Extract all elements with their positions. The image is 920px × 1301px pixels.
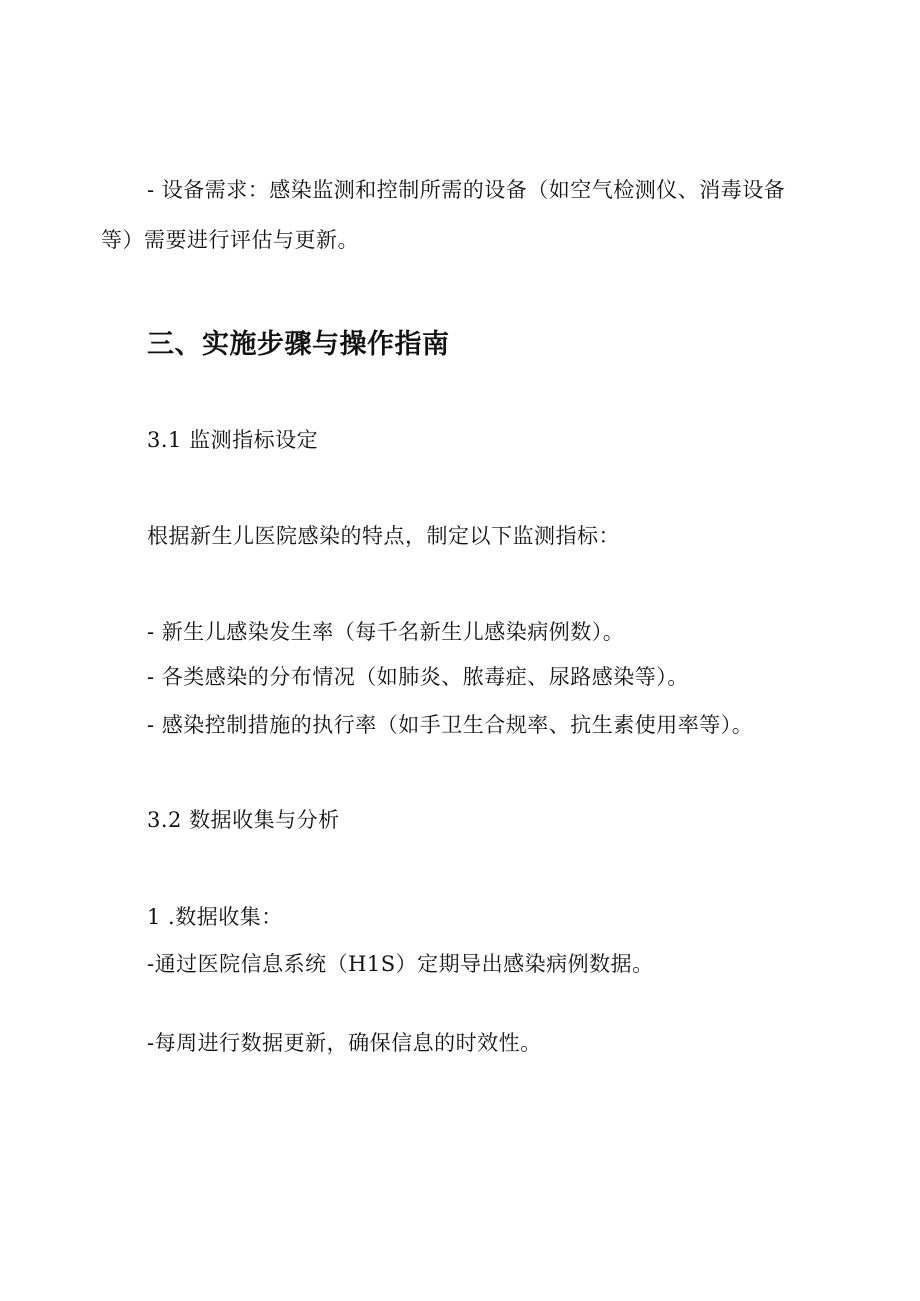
- subsection-3-1-heading: 3.1 监测指标设定: [147, 428, 319, 452]
- data-collection-step-title: 1 .数据收集：: [147, 905, 283, 929]
- indicator-item: - 感染控制措施的执行率（如手卫生合规率、抗生素使用率等）。: [147, 713, 754, 737]
- equipment-requirement-line-2: 等）需要进行评估与更新。: [101, 228, 359, 252]
- indicator-item: - 新生儿感染发生率（每千名新生儿感染病例数）。: [147, 620, 625, 644]
- subsection-3-2-heading: 3.2 数据收集与分析: [147, 808, 340, 832]
- data-collection-item: -通过医院信息系统（H1S）定期导出感染病例数据。: [147, 952, 654, 976]
- section-3-heading: 三、实施步骤与操作指南: [147, 329, 450, 360]
- monitoring-indicators-intro: 根据新生儿医院感染的特点，制定以下监测指标：: [147, 524, 620, 548]
- equipment-requirement-line-1: - 设备需求：感染监测和控制所需的设备（如空气检测仪、消毒设备: [147, 178, 786, 202]
- indicator-item: - 各类感染的分布情况（如肺炎、脓毒症、尿路感染等）。: [147, 665, 689, 689]
- data-collection-item: -每周进行数据更新，确保信息的时效性。: [147, 1031, 542, 1055]
